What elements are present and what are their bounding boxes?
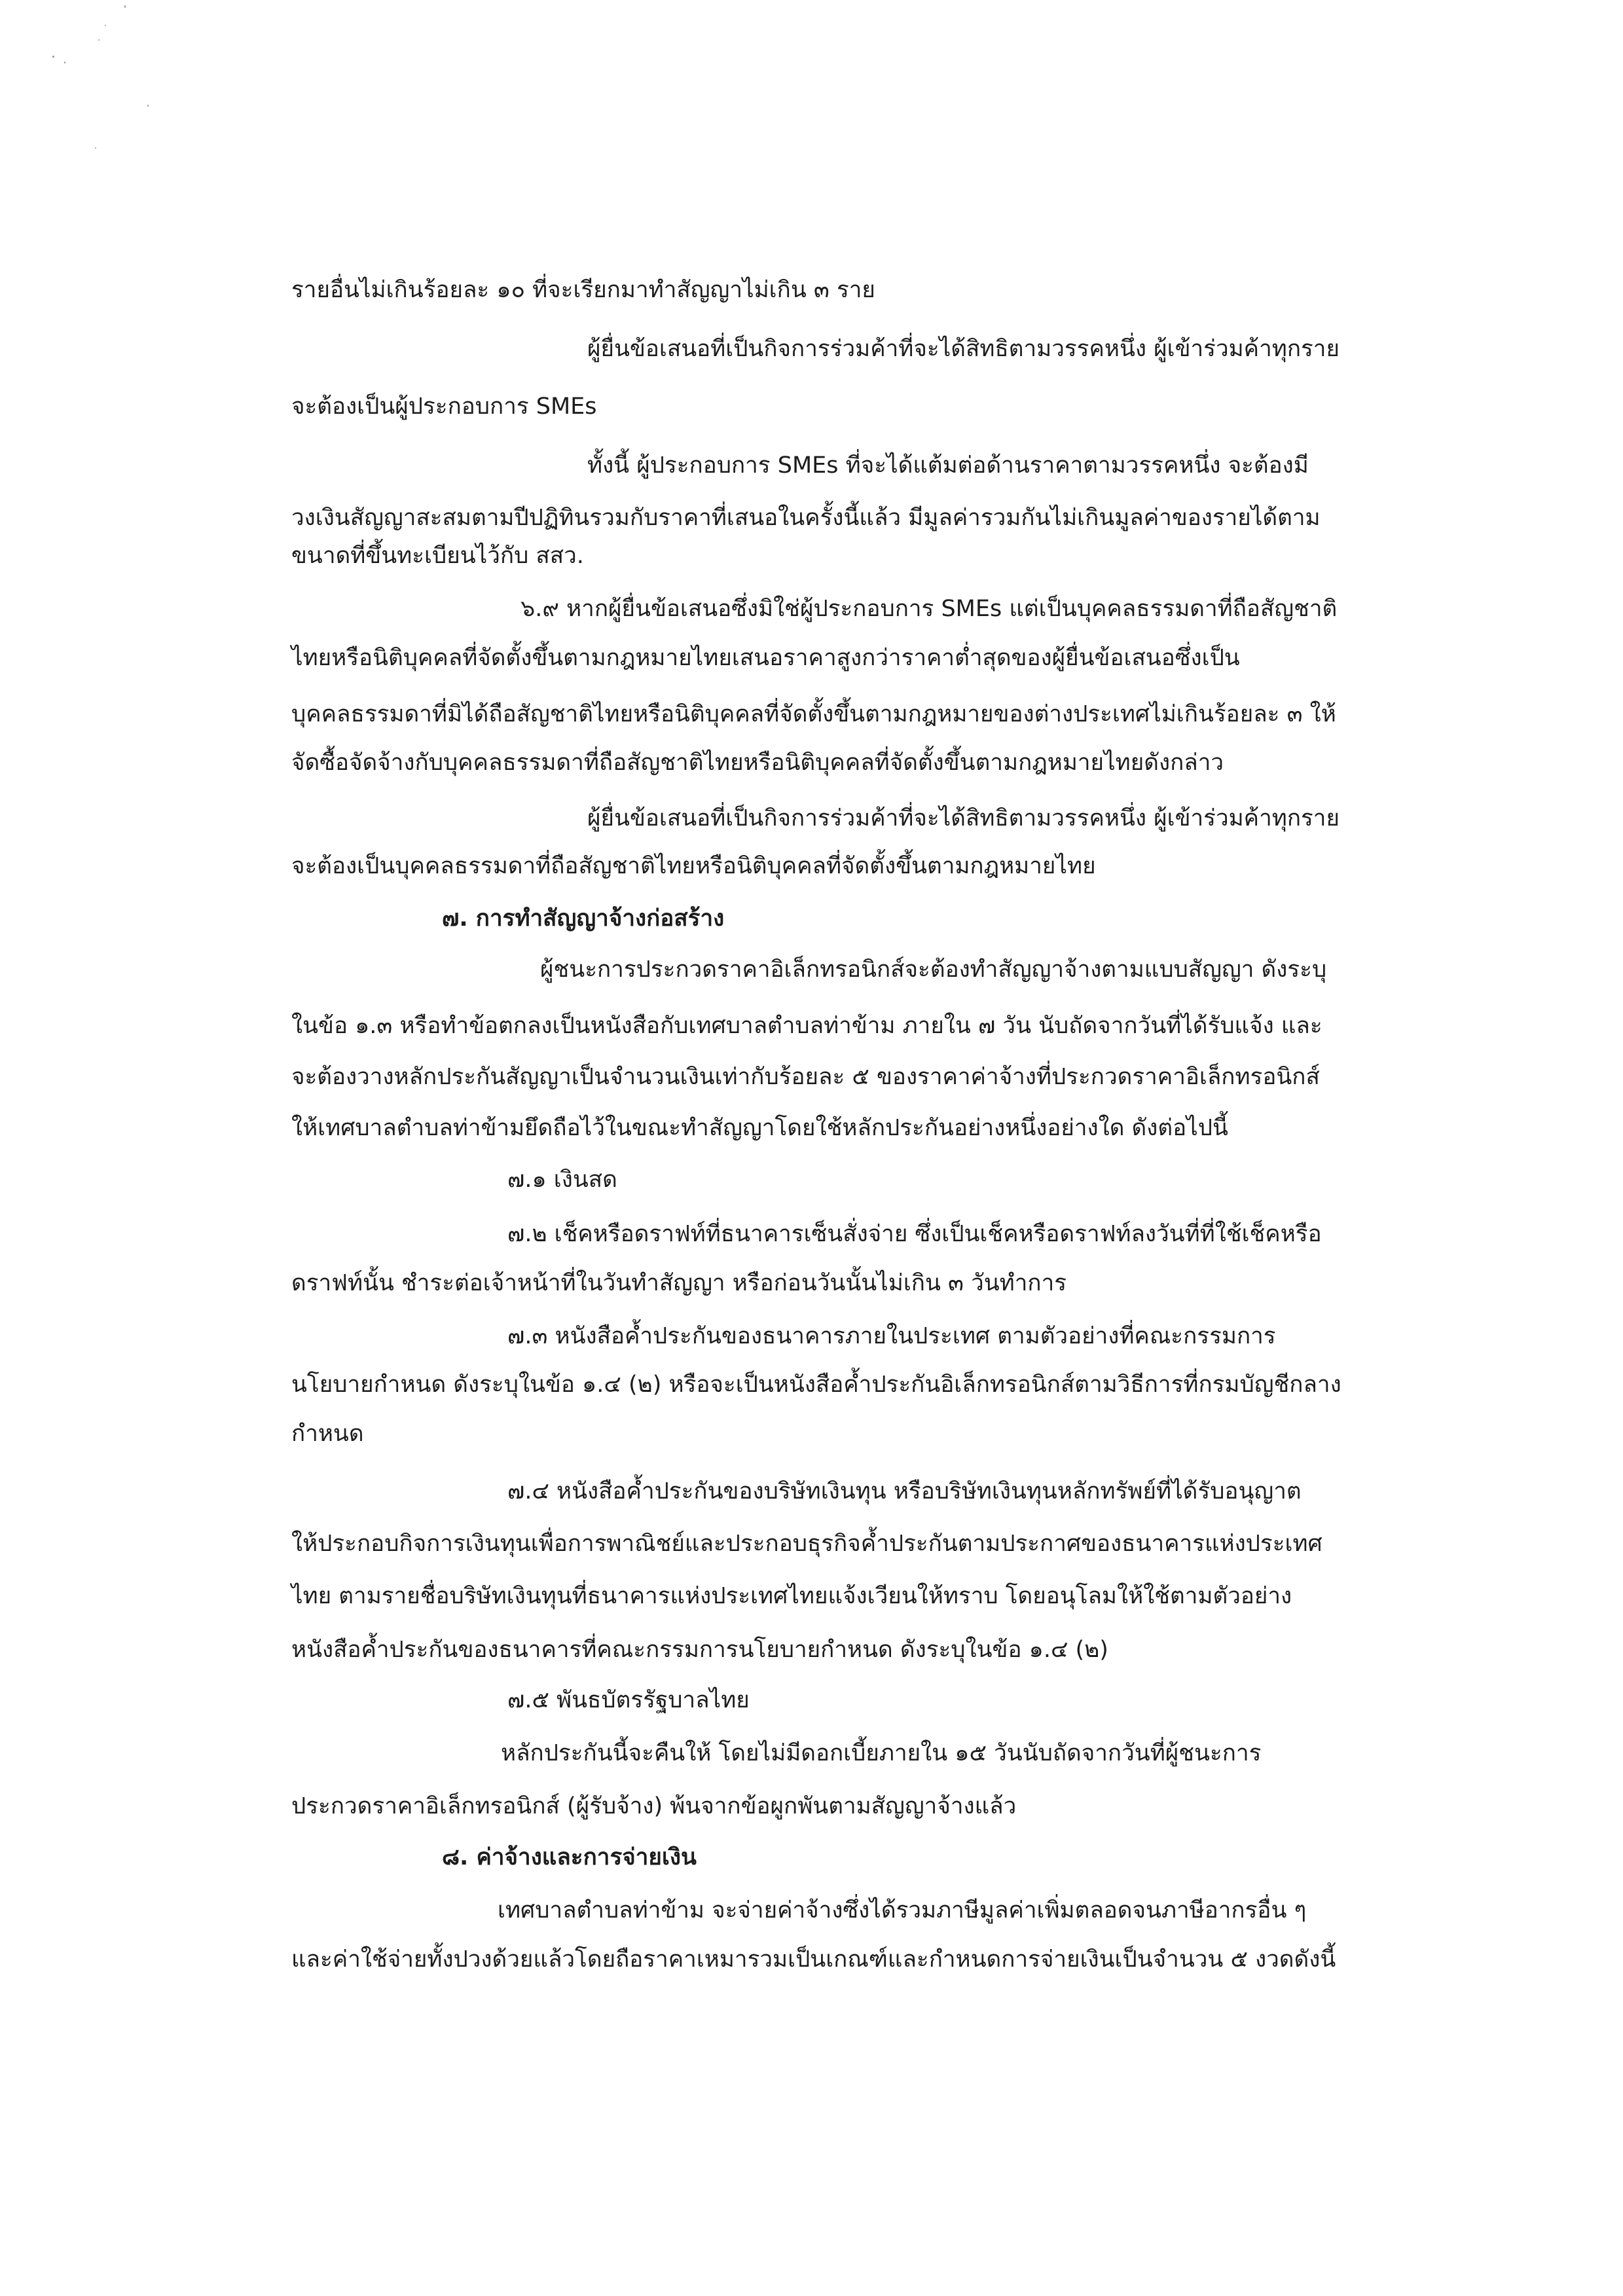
text-line: ดราฟท์นั้น ชำระต่อเจ้าหน้าที่ในวันทำสัญญา หรือก่อนวันนั้นไม่เกิน ๓ วันทำการ bbox=[291, 1270, 1067, 1296]
scan-speck bbox=[147, 105, 149, 107]
text-line: ไทยหรือนิติบุคคลที่จัดตั้งขึ้นตามกฎหมายไทยเสนอราคาสูงกว่าราคาต่ำสุดของผู้ยื่นข้อเสนอซึ่งเป็น bbox=[291, 645, 1240, 671]
text-line: ขนาดที่ขึ้นทะเบียนไว้กับ สสว. bbox=[291, 543, 584, 569]
scan-speck bbox=[52, 56, 54, 58]
section-heading-8: ๘. ค่าจ้างและการจ่ายเงิน bbox=[442, 1844, 697, 1870]
scan-speck bbox=[124, 5, 126, 8]
text-line: ทั้งนี้ ผู้ประกอบการ SMEs ที่จะได้แต้มต่อด้านราคาตามวรรคหนึ่ง จะต้องมี bbox=[587, 452, 1309, 479]
scan-speck bbox=[105, 25, 106, 26]
text-line: ผู้ยื่นข้อเสนอที่เป็นกิจการร่วมค้าที่จะได้สิทธิตามวรรคหนึ่ง ผู้เข้าร่วมค้าทุกราย bbox=[587, 336, 1340, 362]
clause-7-5: ๗.๕ พันธบัตรรัฐบาลไทย bbox=[507, 1687, 750, 1713]
text-line: จะต้องเป็นบุคคลธรรมดาที่ถือสัญชาติไทยหรือนิติบุคคลที่จัดตั้งขึ้นตามกฎหมายไทย bbox=[291, 853, 1096, 879]
text-line: วงเงินสัญญาสะสมตามปีปฏิทินรวมกับราคาที่เสนอในครั้งนี้แล้ว มีมูลค่ารวมกันไม่เกินมูลค่าของรายได้ตาม bbox=[291, 505, 1321, 531]
text-line: เทศบาลตำบลท่าข้าม จะจ่ายค่าจ้างซึ่งได้รวมภาษีมูลค่าเพิ่มตลอดจนภาษีอากรอื่น ๆ bbox=[498, 1897, 1307, 1923]
text-line: ผู้ชนะการประกวดราคาอิเล็กทรอนิกส์จะต้องทำสัญญาจ้างตามแบบสัญญา ดังระบุ bbox=[540, 957, 1327, 983]
text-line: บุคคลธรรมดาที่มิได้ถือสัญชาติไทยหรือนิติบุคคลที่จัดตั้งขึ้นตามกฎหมายของต่างประเทศไม่เกินร้อยละ ๓ ให้ bbox=[291, 701, 1336, 727]
clause-7-4: ๗.๔ หนังสือค้ำประกันของบริษัทเงินทุน หรือบริษัทเงินทุนหลักทรัพย์ที่ได้รับอนุญาต bbox=[507, 1478, 1302, 1504]
text-line: กำหนด bbox=[291, 1421, 364, 1447]
text-line: หนังสือค้ำประกันของธนาคารที่คณะกรรมการนโยบายกำหนด ดังระบุในข้อ ๑.๔ (๒) bbox=[291, 1637, 1108, 1663]
scan-speck bbox=[98, 39, 100, 41]
clause-7-1: ๗.๑ เงินสด bbox=[507, 1167, 617, 1193]
scan-speck bbox=[95, 147, 96, 149]
text-line: หลักประกันนี้จะคืนให้ โดยไม่มีดอกเบี้ยภายใน ๑๕ วันนับถัดจากวันที่ผู้ชนะการ bbox=[501, 1740, 1262, 1766]
text-line: ผู้ยื่นข้อเสนอที่เป็นกิจการร่วมค้าที่จะได้สิทธิตามวรรคหนึ่ง ผู้เข้าร่วมค้าทุกราย bbox=[587, 805, 1340, 831]
text-line: ให้เทศบาลตำบลท่าข้ามยึดถือไว้ในขณะทำสัญญาโดยใช้หลักประกันอย่างหนึ่งอย่างใด ดังต่อไปนี้ bbox=[291, 1115, 1228, 1141]
text-line: รายอื่นไม่เกินร้อยละ ๑๐ ที่จะเรียกมาทำสัญญาไม่เกิน ๓ ราย bbox=[291, 277, 875, 303]
text-line: ประกวดราคาอิเล็กทรอนิกส์ (ผู้รับจ้าง) พ้นจากข้อผูกพันตามสัญญาจ้างแล้ว bbox=[291, 1793, 1017, 1819]
text-line: จัดซื้อจัดจ้างกับบุคคลธรรมดาที่ถือสัญชาติไทยหรือนิติบุคคลที่จัดตั้งขึ้นตามกฎหมายไทยดังกล่าว bbox=[291, 750, 1224, 776]
clause-6-9: ๖.๙ หากผู้ยื่นข้อเสนอซึ่งมิใช่ผู้ประกอบการ SMEs แต่เป็นบุคคลธรรมดาที่ถือสัญชาติ bbox=[520, 596, 1338, 622]
clause-7-2: ๗.๒ เช็คหรือดราฟท์ที่ธนาคารเซ็นสั่งจ่าย ซึ่งเป็นเช็คหรือดราฟท์ลงวันที่ที่ใช้เช็คหรือ bbox=[507, 1221, 1322, 1247]
text-line: ไทย ตามรายชื่อบริษัทเงินทุนที่ธนาคารแห่งประเทศไทยแจ้งเวียนให้ทราบ โดยอนุโลมให้ใช้ตามตัวอย่าง bbox=[291, 1583, 1292, 1609]
section-heading-7: ๗. การทำสัญญาจ้างก่อสร้าง bbox=[442, 905, 725, 932]
text-line: จะต้องเป็นผู้ประกอบการ SMEs bbox=[291, 393, 597, 420]
text-line: นโยบายกำหนด ดังระบุในข้อ ๑.๔ (๒) หรือจะเป็นหนังสือค้ำประกันอิเล็กทรอนิกส์ตามวิธีการที่กรมบัญชีกลาง bbox=[291, 1372, 1341, 1398]
text-line: จะต้องวางหลักประกันสัญญาเป็นจำนวนเงินเท่ากับร้อยละ ๕ ของราคาค่าจ้างที่ประกวดราคาอิเล็กทรอนิกส์ bbox=[291, 1064, 1320, 1090]
text-line: ให้ประกอบกิจการเงินทุนเพื่อการพาณิชย์และประกอบธุรกิจค้ำประกันตามประกาศของธนาคารแห่งประเทศ bbox=[291, 1531, 1322, 1557]
clause-7-3: ๗.๓ หนังสือค้ำประกันของธนาคารภายในประเทศ ตามตัวอย่างที่คณะกรรมการ bbox=[507, 1323, 1276, 1349]
text-line: และค่าใช้จ่ายทั้งปวงด้วยแล้วโดยถือราคาเหมารวมเป็นเกณฑ์และกำหนดการจ่ายเงินเป็นจำนวน ๕ งวดดังนี้ bbox=[291, 1946, 1336, 1973]
scan-speck bbox=[64, 62, 65, 64]
text-line: ในข้อ ๑.๓ หรือทำข้อตกลงเป็นหนังสือกับเทศบาลตำบลท่าข้าม ภายใน ๗ วัน นับถัดจากวันที่ได้รับแจ้ง และ bbox=[291, 1013, 1322, 1039]
